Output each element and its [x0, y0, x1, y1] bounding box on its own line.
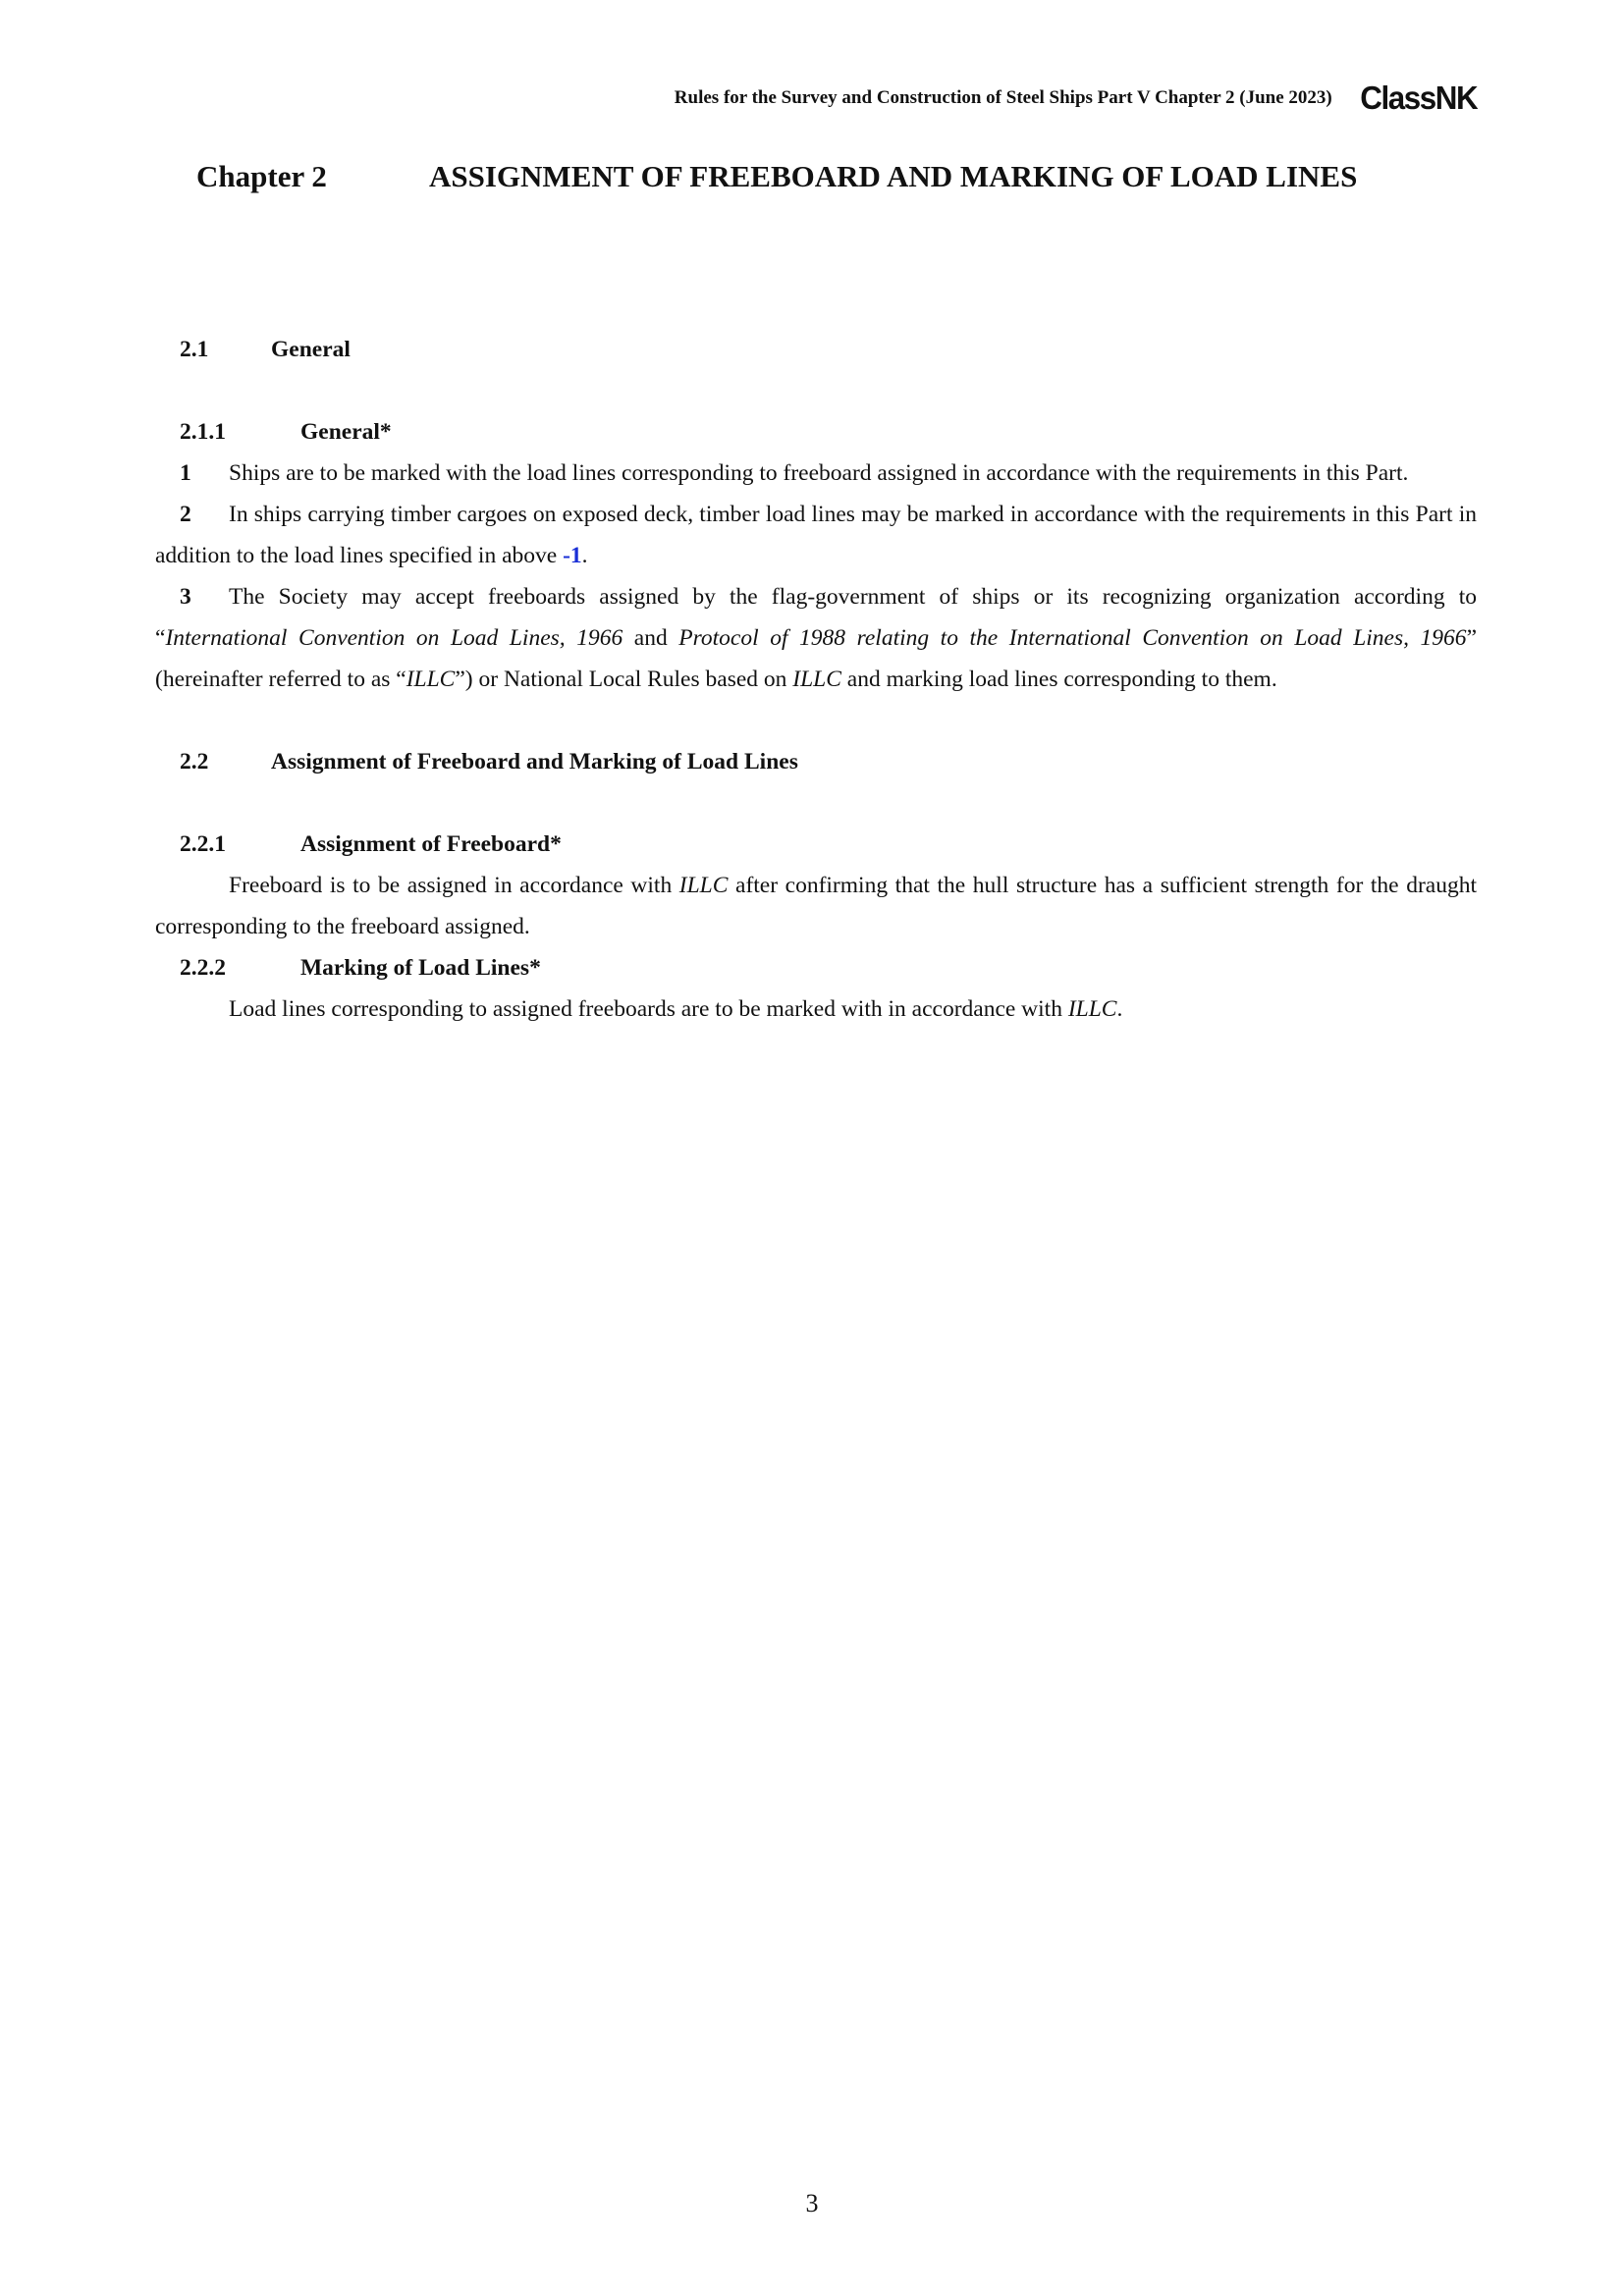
paragraph-2-2-2 [155, 988, 1477, 1030]
chapter-number: Chapter 2 [196, 159, 327, 193]
convention-title: International Convention on Load Lines, 1966 [165, 625, 623, 651]
section-title: General [271, 337, 351, 362]
subsection-title: Assignment of Freeboard* [300, 831, 562, 857]
running-header [589, 79, 1477, 118]
section-title: Assignment of Freeboard and Marking of Load Lines [271, 749, 798, 774]
paragraph-text: In ships carrying timber cargoes on exposed deck, timber load lines may be marked in accordance with the requirements in this Part in addition to the load lines specified in above [155, 502, 1477, 568]
subsection-title: General* [300, 419, 392, 445]
paragraph-text: and [623, 625, 679, 651]
illc-abbrev: ILLC [678, 873, 729, 898]
subsection-number: 2.2.1 [180, 831, 226, 857]
classnk-logo: ClassNK [1360, 80, 1477, 116]
subsection-title: Marking of Load Lines* [300, 955, 541, 981]
section-number: 2.2 [180, 749, 209, 774]
paragraph-number: 3 [180, 584, 191, 610]
paragraph-text-end: after confirming that the hull structure has a sufficient strength for the draught corresponding to the freeboard assigned. [155, 873, 1477, 939]
illc-abbrev: ILLC [792, 667, 841, 692]
section-number: 2.1 [180, 337, 209, 362]
protocol-title: Protocol of 1988 relating to the International Convention on Load Lines, 1966 [678, 625, 1467, 651]
page-number: 3 [805, 2189, 819, 2217]
subsection-number: 2.2.2 [180, 955, 226, 981]
paragraph-text: Ships are to be marked with the load lines corresponding to freeboard assigned in accordance with the requirements in this Part. [229, 460, 1409, 486]
paragraph-text: Load lines corresponding to assigned freeboards are to be marked with in accordance with [229, 996, 1068, 1022]
paragraph-text: Freeboard is to be assigned in accordance with [229, 873, 679, 898]
subsection-heading-2-2-1 [155, 824, 1477, 865]
paragraph-2 [155, 494, 1477, 576]
illc-abbrev: ILLC [406, 667, 456, 692]
cross-reference-link[interactable]: -1 [563, 543, 582, 568]
paragraph-number: 1 [180, 460, 191, 486]
subsection-heading-2-2-2 [155, 947, 1477, 988]
paragraph-text-end: . [1116, 996, 1123, 1022]
header-title: Rules for the Survey and Construction of Steel Ships Part V Chapter 2 (June 2023) [674, 87, 1332, 108]
section-heading-2-2 [155, 741, 1477, 782]
paragraph-text-end: . [581, 543, 588, 568]
paragraph-text: ”) or National Local Rules based on [455, 667, 793, 692]
subsection-heading-2-1-1 [155, 411, 1477, 453]
paragraph-text: and marking load lines corresponding to them. [840, 667, 1277, 692]
illc-abbrev: ILLC [1067, 996, 1117, 1022]
paragraph-3 [155, 576, 1477, 700]
paragraph-text: The Society may accept freeboards assigned by the flag-government of ships or its recognizing organization according to “ [155, 584, 1477, 651]
subsection-number: 2.1.1 [180, 419, 226, 445]
paragraph-1 [155, 453, 1477, 494]
section-heading-2-1 [155, 329, 1477, 370]
paragraph-number: 2 [180, 502, 191, 527]
chapter-heading [196, 159, 1473, 194]
chapter-title: ASSIGNMENT OF FREEBOARD AND MARKING OF LOAD LINES [429, 159, 1358, 193]
paragraph-text: ” (hereinafter referred to as “ [155, 625, 1477, 692]
document-body [155, 329, 1477, 1030]
paragraph-2-2-1 [155, 865, 1477, 947]
